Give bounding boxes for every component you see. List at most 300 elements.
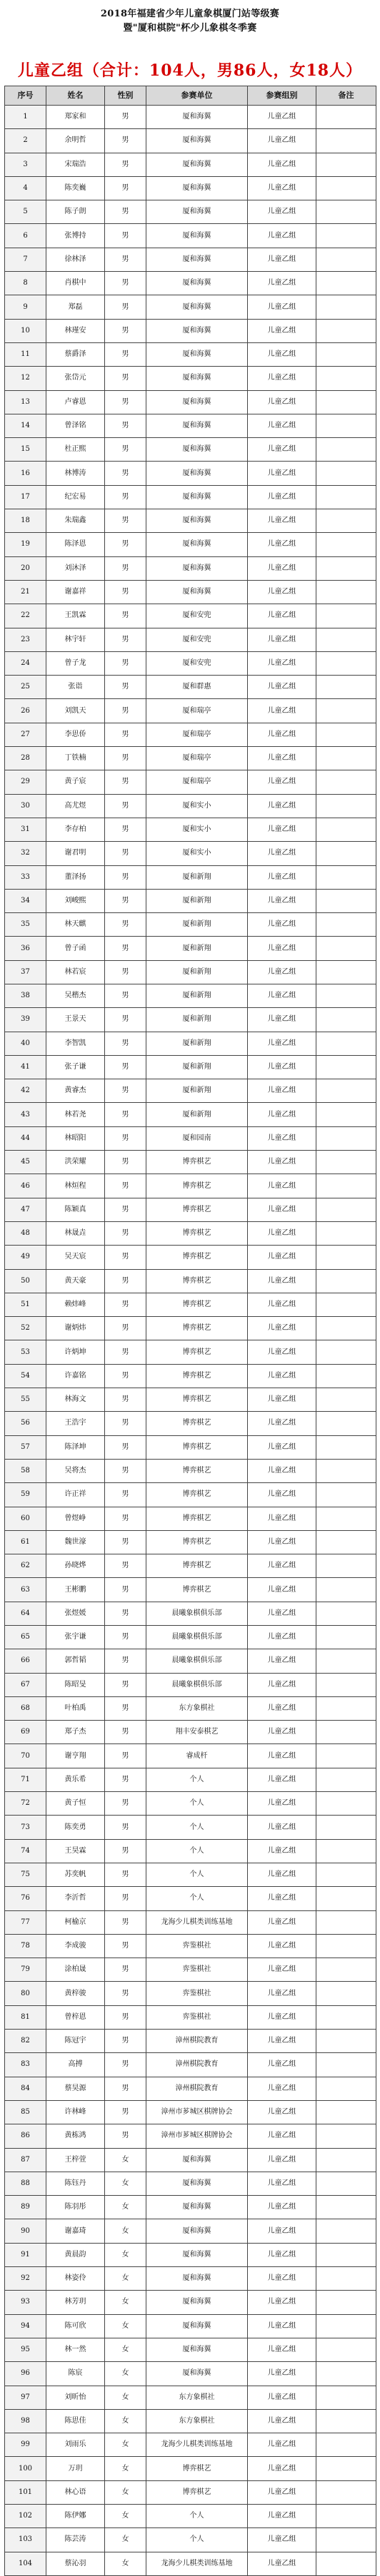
cell-name: 徐林泽 [46,248,105,271]
cell-remark [316,960,376,984]
table-row [5,1079,376,1103]
cell-no: 38 [5,984,46,1007]
cell-remark [316,2457,376,2480]
cell-remark [316,342,376,366]
cell-gender: 男 [105,1792,146,1816]
cell-no: 80 [5,1982,46,2005]
cell-remark [316,2409,376,2433]
table-row [5,794,376,818]
cell-group: 儿童乙组 [248,2267,316,2291]
cell-remark [316,747,376,770]
cell-remark [316,462,376,485]
cell-group: 儿童乙组 [248,342,316,366]
cell-name: 郑家和 [46,106,105,129]
table-row [5,1008,376,1032]
cell-unit: 晨曦象棋俱乐部 [146,1626,248,1649]
cell-group: 儿童乙组 [248,1483,316,1507]
cell-gender: 男 [105,1483,146,1507]
cell-no: 56 [5,1412,46,1435]
cell-group: 儿童乙组 [248,1340,316,1364]
cell-remark [316,1483,376,1507]
table-row [5,913,376,937]
cell-unit: 厦和海翼 [146,414,248,437]
cell-name: 叶柏禹 [46,1696,105,1720]
cell-name: 涂柏晟 [46,1958,105,1982]
table-row [5,604,376,628]
table-row [5,1221,376,1245]
cell-unit: 翔丰安泰棋艺 [146,1721,248,1744]
cell-no: 43 [5,1103,46,1126]
cell-no: 26 [5,699,46,723]
cell-group: 儿童乙组 [248,628,316,651]
table-row [5,1696,376,1720]
cell-gender: 男 [105,604,146,628]
cell-group: 儿童乙组 [248,224,316,248]
cell-remark [316,2267,376,2291]
table-row [5,1364,376,1388]
cell-gender: 男 [105,1744,146,1768]
cell-group: 儿童乙组 [248,913,316,937]
cell-name: 许嘉铭 [46,1364,105,1388]
table-row [5,2005,376,2029]
cell-remark [316,438,376,462]
cell-name: 郑子杰 [46,1721,105,1744]
cell-name: 许林峰 [46,2100,105,2124]
cell-unit: 厦和海翼 [146,438,248,462]
cell-unit: 厦和海翼 [146,2148,248,2172]
title-block [0,0,380,56]
cell-name: 吴天宸 [46,1246,105,1269]
cell-unit: 厦和实小 [146,842,248,865]
cell-name: 陈泽恩 [46,533,105,556]
cell-gender: 男 [105,106,146,129]
table-row [5,509,376,533]
cell-remark [316,889,376,912]
cell-remark [316,1887,376,1910]
table-row [5,176,376,200]
cell-gender: 男 [105,1530,146,1554]
table-row [5,699,376,723]
cell-no: 94 [5,2314,46,2338]
cell-remark [316,794,376,818]
cell-remark [316,1910,376,1934]
cell-no: 53 [5,1340,46,1364]
table-row [5,533,376,556]
cell-no: 85 [5,2100,46,2124]
cell-name: 洪荣耀 [46,1151,105,1174]
cell-group: 儿童乙组 [248,1696,316,1720]
cell-name: 陈伊娜 [46,2504,105,2527]
cell-gender: 男 [105,1008,146,1032]
cell-unit: 厦和海翼 [146,224,248,248]
cell-name: 李存柏 [46,818,105,841]
cell-remark [316,1744,376,1768]
cell-unit: 博弈棋艺 [146,1530,248,1554]
table-row [5,1958,376,1982]
table-row [5,628,376,651]
cell-remark [316,1103,376,1126]
cell-name: 张煜媛 [46,1602,105,1625]
cell-name: 张博持 [46,224,105,248]
cell-remark [316,1269,376,1293]
cell-no: 65 [5,1626,46,1649]
cell-gender: 男 [105,176,146,200]
table-row [5,2219,376,2243]
cell-remark [316,1459,376,1482]
cell-group: 儿童乙组 [248,2100,316,2124]
cell-unit: 厦和海翼 [146,580,248,604]
cell-group: 儿童乙组 [248,1364,316,1388]
cell-remark [316,2480,376,2504]
cell-gender: 男 [105,1246,146,1269]
cell-gender: 男 [105,2124,146,2148]
cell-remark [316,1174,376,1198]
cell-gender: 男 [105,1768,146,1791]
cell-group: 儿童乙组 [248,2528,316,2552]
cell-no: 82 [5,2030,46,2053]
cell-gender: 男 [105,913,146,937]
cell-remark [316,367,376,390]
cell-no: 74 [5,1839,46,1863]
cell-name: 林海文 [46,1388,105,1412]
table-row [5,2267,376,2291]
cell-remark [316,723,376,746]
table-header-row [5,86,376,106]
cell-unit: 龙海少儿棋类训练基地 [146,2433,248,2457]
cell-unit: 厦和新翔 [146,984,248,1007]
cell-unit: 弈鉴棋社 [146,1982,248,2005]
cell-gender: 男 [105,1317,146,1340]
cell-no: 92 [5,2267,46,2291]
cell-no: 71 [5,1768,46,1791]
cell-gender: 男 [105,1126,146,1150]
cell-no: 73 [5,1816,46,1839]
cell-unit: 厦和瑞亭 [146,747,248,770]
cell-gender: 男 [105,485,146,509]
cell-name: 黄天豪 [46,1269,105,1293]
table-row [5,1412,376,1435]
cell-name: 魏世濠 [46,1530,105,1554]
table-row [5,2243,376,2266]
roster-table [4,86,376,2576]
cell-group: 儿童乙组 [248,1768,316,1791]
cell-unit: 博弈棋艺 [146,1198,248,1221]
cell-no: 58 [5,1459,46,1482]
cell-remark [316,937,376,960]
cell-remark [316,580,376,604]
cell-gender: 男 [105,580,146,604]
cell-group: 儿童乙组 [248,1198,316,1221]
cell-unit: 厦和新翔 [146,865,248,889]
cell-no: 51 [5,1293,46,1316]
cell-no: 34 [5,889,46,912]
cell-remark [316,2552,376,2575]
cell-no: 93 [5,2291,46,2314]
cell-group: 儿童乙组 [248,580,316,604]
cell-remark [316,1792,376,1816]
cell-gender: 男 [105,818,146,841]
cell-unit: 个人 [146,1863,248,1886]
cell-gender: 女 [105,2552,146,2575]
cell-group: 儿童乙组 [248,2030,316,2053]
cell-no: 104 [5,2552,46,2575]
cell-group: 儿童乙组 [248,1388,316,1412]
cell-unit: 厦和安兜 [146,628,248,651]
cell-gender: 男 [105,390,146,414]
cell-unit: 博弈棋艺 [146,1578,248,1602]
cell-no: 35 [5,913,46,937]
table-row [5,1602,376,1625]
title-line-2: 暨"厦和棋院"杯少儿象棋冬季赛 [123,23,257,34]
cell-unit: 厦和海翼 [146,176,248,200]
cell-group: 儿童乙组 [248,1721,316,1744]
cell-group: 儿童乙组 [248,1982,316,2005]
table-row [5,129,376,153]
cell-unit: 晨曦象棋俱乐部 [146,1602,248,1625]
cell-gender: 男 [105,1863,146,1886]
cell-gender: 女 [105,2267,146,2291]
table-row [5,1174,376,1198]
cell-gender: 女 [105,2148,146,2172]
table-row [5,1934,376,1958]
cell-no: 31 [5,818,46,841]
cell-name: 蔡爵泽 [46,342,105,366]
cell-group: 儿童乙组 [248,604,316,628]
cell-name: 曾子函 [46,937,105,960]
cell-remark [316,1008,376,1032]
cell-unit: 厦和海翼 [146,2219,248,2243]
cell-name: 陈钰丹 [46,2172,105,2195]
cell-remark [316,485,376,509]
table-row [5,1340,376,1364]
table-row [5,2053,376,2077]
cell-name: 王梓萱 [46,2148,105,2172]
cell-remark [316,1958,376,1982]
table-row [5,676,376,699]
cell-no: 14 [5,414,46,437]
cell-unit: 博弈棋艺 [146,1151,248,1174]
cell-no: 3 [5,153,46,176]
cell-name: 林宇轩 [46,628,105,651]
cell-group: 儿童乙组 [248,865,316,889]
cell-unit: 厦和海翼 [146,319,248,342]
cell-name: 陈宸 [46,2362,105,2386]
cell-remark [316,2100,376,2124]
cell-unit: 博弈棋艺 [146,2480,248,2504]
table-row [5,865,376,889]
cell-name: 张诣 [46,676,105,699]
cell-group: 儿童乙组 [248,747,316,770]
table-row [5,1435,376,1459]
table-row [5,1483,376,1507]
cell-gender: 女 [105,2433,146,2457]
cell-group: 儿童乙组 [248,1816,316,1839]
cell-remark [316,129,376,153]
cell-gender: 男 [105,1388,146,1412]
table-row [5,1032,376,1055]
table-row [5,438,376,462]
cell-group: 儿童乙组 [248,651,316,675]
cell-no: 27 [5,723,46,746]
cell-no: 8 [5,272,46,295]
cell-remark [316,106,376,129]
cell-no: 9 [5,295,46,319]
cell-group: 儿童乙组 [248,390,316,414]
cell-remark [316,1032,376,1055]
cell-remark [316,2030,376,2053]
cell-name: 余明哲 [46,129,105,153]
cell-no: 18 [5,509,46,533]
cell-remark [316,1221,376,1245]
cell-remark [316,1530,376,1554]
cell-remark [316,414,376,437]
cell-unit: 厦和园南 [146,1126,248,1150]
header-no: 序号 [5,86,46,106]
cell-unit: 厦和海翼 [146,248,248,271]
table-row [5,818,376,841]
cell-no: 60 [5,1507,46,1530]
cell-gender: 男 [105,723,146,746]
cell-unit: 博弈棋艺 [146,1293,248,1316]
cell-remark [316,628,376,651]
cell-unit: 博弈棋艺 [146,1435,248,1459]
cell-unit: 厦和海翼 [146,295,248,319]
cell-remark [316,153,376,176]
cell-name: 曾子龙 [46,651,105,675]
cell-group: 儿童乙组 [248,1412,316,1435]
cell-name: 刘沐泽 [46,556,105,580]
table-row [5,1863,376,1886]
cell-name: 黄子恒 [46,1792,105,1816]
table-row [5,1459,376,1482]
cell-group: 儿童乙组 [248,1530,316,1554]
cell-gender: 男 [105,1721,146,1744]
cell-no: 97 [5,2386,46,2409]
cell-group: 儿童乙组 [248,1839,316,1863]
cell-no: 1 [5,106,46,129]
cell-gender: 男 [105,438,146,462]
cell-group: 儿童乙组 [248,2172,316,2195]
cell-remark [316,604,376,628]
cell-name: 丁铁楠 [46,747,105,770]
cell-group: 儿童乙组 [248,1507,316,1530]
cell-no: 72 [5,1792,46,1816]
table-row [5,1507,376,1530]
table-row [5,960,376,984]
cell-no: 21 [5,580,46,604]
cell-name: 黄子宸 [46,770,105,794]
cell-no: 23 [5,628,46,651]
cell-gender: 女 [105,2480,146,2504]
cell-no: 86 [5,2124,46,2148]
cell-remark [316,200,376,224]
table-row [5,248,376,271]
cell-name: 谢嘉琦 [46,2219,105,2243]
cell-no: 102 [5,2504,46,2527]
cell-group: 儿童乙组 [248,1435,316,1459]
cell-remark [316,272,376,295]
cell-gender: 男 [105,1269,146,1293]
cell-no: 10 [5,319,46,342]
cell-name: 黄晨韵 [46,2243,105,2266]
cell-unit: 厦和海翼 [146,106,248,129]
cell-name: 曾梓恩 [46,2005,105,2029]
cell-gender: 男 [105,1435,146,1459]
cell-remark [316,1816,376,1839]
cell-gender: 男 [105,1340,146,1364]
cell-unit: 厦和海翼 [146,2196,248,2219]
cell-gender: 男 [105,367,146,390]
cell-unit: 漳州棋院教育 [146,2077,248,2100]
cell-remark [316,2124,376,2148]
cell-no: 13 [5,390,46,414]
cell-name: 谢亨翔 [46,1744,105,1768]
cell-group: 儿童乙组 [248,1246,316,1269]
cell-group: 儿童乙组 [248,699,316,723]
cell-gender: 男 [105,770,146,794]
cell-no: 17 [5,485,46,509]
table-row [5,272,376,295]
cell-gender: 女 [105,2196,146,2219]
cell-no: 46 [5,1174,46,1198]
cell-gender: 男 [105,1103,146,1126]
cell-name: 张岱元 [46,367,105,390]
cell-unit: 睿成杆 [146,1744,248,1768]
cell-group: 儿童乙组 [248,485,316,509]
cell-unit: 东方象棋社 [146,2386,248,2409]
cell-no: 16 [5,462,46,485]
cell-gender: 女 [105,2172,146,2195]
cell-unit: 厦和海翼 [146,390,248,414]
table-row [5,1792,376,1816]
cell-gender: 男 [105,1221,146,1245]
cell-name: 陈奕勇 [46,1816,105,1839]
cell-remark [316,1721,376,1744]
cell-group: 儿童乙组 [248,1293,316,1316]
cell-gender: 男 [105,319,146,342]
table-row [5,1649,376,1673]
cell-group: 儿童乙组 [248,200,316,224]
cell-name: 林心语 [46,2480,105,2504]
cell-name: 陈思佳 [46,2409,105,2433]
cell-no: 77 [5,1910,46,1934]
cell-no: 32 [5,842,46,865]
cell-unit: 厦和海翼 [146,509,248,533]
table-row [5,153,376,176]
cell-name: 王景天 [46,1008,105,1032]
cell-unit: 博弈棋艺 [146,1412,248,1435]
cell-no: 59 [5,1483,46,1507]
cell-no: 25 [5,676,46,699]
cell-no: 36 [5,937,46,960]
cell-unit: 漳州市芗城区棋牌协会 [146,2124,248,2148]
cell-no: 98 [5,2409,46,2433]
cell-group: 儿童乙组 [248,1317,316,1340]
cell-no: 40 [5,1032,46,1055]
cell-gender: 男 [105,889,146,912]
cell-name: 曾泽铭 [46,414,105,437]
cell-remark [316,2219,376,2243]
cell-unit: 厦和新翔 [146,889,248,912]
table-row [5,651,376,675]
cell-gender: 男 [105,651,146,675]
cell-unit: 东方象棋社 [146,2409,248,2433]
cell-unit: 博弈棋艺 [146,1554,248,1578]
cell-name: 陈泽坤 [46,1435,105,1459]
cell-no: 63 [5,1578,46,1602]
cell-group: 儿童乙组 [248,533,316,556]
cell-remark [316,509,376,533]
